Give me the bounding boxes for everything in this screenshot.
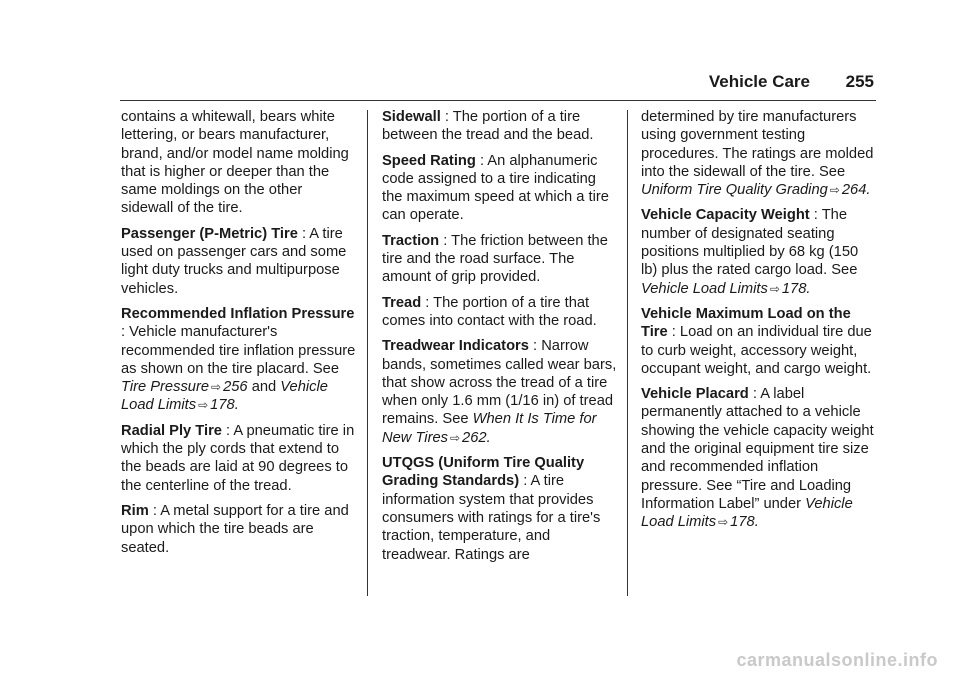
page-ref-arrow-icon: ⇨: [718, 515, 729, 530]
glossary-entry: Passenger (P-Metric) Tire : A tire used on passenger cars and some light duty trucks and multipurpose vehicles.: [121, 225, 347, 297]
page-ref-arrow-icon: ⇨: [829, 183, 840, 198]
cross-reference-link[interactable]: Uniform Tire Quality Grading ⇨ 264: [641, 182, 867, 199]
glossary-definition: A pneumatic tire in which the ply cords that extend to the beads are laid at 90 degrees to the centerline of the tread.: [121, 422, 355, 494]
glossary-term: Recommended Inflation Pressure: [121, 305, 355, 322]
cross-reference-link[interactable]: When It Is Time for New Tires ⇨ 262: [382, 411, 597, 446]
glossary-entry: Vehicle Maximum Load on the Tire : Load on an individual tire due to curb weight, accessory weight, occupant weight, and cargo weight.: [641, 305, 872, 377]
column-3: [641, 108, 877, 539]
page-ref-arrow-icon: ⇨: [198, 398, 209, 413]
glossary-term: UTQGS (Uniform Tire Quality Grading Standards): [382, 455, 585, 490]
column-2: [382, 108, 618, 571]
page-ref-arrow-icon: ⇨: [449, 430, 461, 445]
cross-reference-link[interactable]: Tire Pressure ⇨ 256: [121, 379, 248, 396]
page-number: 255: [845, 72, 874, 91]
glossary-entry: Radial Ply Tire : A pneumatic tire in which the ply cords that extend to the beads are laid at 90 degrees to the centerline of the tread.: [121, 422, 355, 494]
glossary-term: Traction: [382, 232, 440, 249]
glossary-entry: Vehicle Capacity Weight : The number of designated seating positions multiplied by 68 kg (150 lb) plus the rated cargo load. See Vehicle Load Limits ⇨ 178.: [641, 207, 859, 297]
section-title: Vehicle Care: [708, 72, 810, 91]
glossary-term: Vehicle Maximum Load on the Tire: [641, 305, 851, 341]
column-divider: [367, 110, 368, 596]
glossary-entry: Rim : A metal support for a tire and upon which the tire beads are seated.: [121, 502, 349, 556]
glossary-entry: Recommended Inflation Pressure : Vehicle manufacturer's recommended tire inflation pressure as shown on the tire placard. See Tire Pressure ⇨ 256 and Vehicle Load Limits ⇨ 178.: [121, 305, 356, 414]
page-ref-arrow-icon: ⇨: [769, 281, 780, 296]
column-divider: [627, 110, 628, 596]
watermark: carmanualsonline.info: [736, 650, 938, 670]
page-ref-arrow-icon: ⇨: [211, 380, 222, 395]
glossary-term: Sidewall: [382, 109, 441, 125]
glossary-term: Vehicle Capacity Weight: [641, 207, 810, 224]
glossary-term: Speed Rating: [382, 152, 476, 169]
glossary-entry: Vehicle Placard : A label permanently attached to a vehicle showing the vehicle capacity weight and the original equipment tire size and recommended inflation pressure. See “Tire and Loading Information Label” under Vehicle Load Limits ⇨ 178.: [641, 386, 874, 531]
glossary-definition: Narrow bands, sometimes called wear bars, that show across the tread of a tire when only 1.6 mm (1/16 in) of tread remains. See: [382, 338, 617, 428]
glossary-entry: UTQGS (Uniform Tire Quality Grading Standards) : A tire information system that provides consumers with ratings for a tire's traction, temperature, and treadwear. Ratings are: [382, 455, 601, 563]
glossary-definition: The number of designated seating positions multiplied by 68 kg (150 lb) plus the rated cargo load. See: [641, 207, 859, 279]
glossary-definition: Vehicle manufacturer's recommended tire inflation pressure as shown on the tire placard. See: [121, 324, 356, 377]
glossary-definition: The friction between the tire and the road surface. The amount of grip provided.: [382, 232, 608, 286]
glossary-term: Radial Ply Tire: [121, 422, 222, 439]
glossary-definition: A metal support for a tire and upon which the tire beads are seated.: [121, 502, 349, 556]
glossary-term: Vehicle Placard: [641, 386, 749, 403]
glossary-term: Passenger (P-Metric) Tire: [121, 225, 298, 242]
glossary-definition: An alphanumeric code assigned to a tire indicating the maximum speed at which a tire can operate.: [382, 152, 609, 224]
cross-reference-link[interactable]: Vehicle Load Limits ⇨ 178: [641, 280, 807, 297]
glossary-definition: A label permanently attached to a vehicle showing the vehicle capacity weight and the original equipment tire size and recommended inflation pressure. See “Tire and Loading Information Label” under: [641, 386, 874, 512]
column-1: [121, 108, 357, 564]
cross-reference-link[interactable]: Vehicle Load Limits ⇨ 178: [641, 495, 853, 531]
glossary-definition: The portion of a tire that comes into contact with the road.: [382, 294, 597, 329]
glossary-definition: The portion of a tire between the tread and the bead.: [382, 109, 594, 144]
continued-paragraph: determined by tire manufacturers using government testing procedures. The ratings are molded into the sidewall of the tire. See Uniform Tire Quality Grading ⇨ 264.: [641, 109, 874, 199]
glossary-term: Tread: [382, 294, 422, 311]
glossary-entry: Treadwear Indicators : Narrow bands, sometimes called wear bars, that show across the tread of a tire when only 1.6 mm (1/16 in) of tread remains. See When It Is Time for New Tires ⇨ 262.: [382, 338, 617, 446]
continued-paragraph: contains a whitewall, bears white lettering, or bears manufacturer, brand, and/or model name molding that is higher or deeper than the same moldings on the other sidewall of the tire.: [121, 109, 349, 217]
glossary-entry: Speed Rating : An alphanumeric code assigned to a tire indicating the maximum speed at which a tire can operate.: [382, 152, 609, 224]
glossary-term: Treadwear Indicators: [382, 338, 529, 355]
cross-reference-link[interactable]: Vehicle Load Limits ⇨ 178: [121, 379, 328, 414]
glossary-entry: Tread : The portion of a tire that comes into contact with the road.: [382, 294, 597, 329]
glossary-entry: Sidewall : The portion of a tire between the tread and the bead.: [382, 109, 594, 144]
glossary-entry: Traction : The friction between the tire and the road surface. The amount of grip provided.: [382, 232, 608, 286]
glossary-term: Rim: [121, 502, 149, 519]
glossary-definition: Load on an individual tire due to curb weight, accessory weight, occupant weight, and cargo weight.: [641, 324, 872, 377]
glossary-definition: A tire information system that provides consumers with ratings for a tire's traction, temperature, and treadwear. Ratings are: [382, 473, 601, 563]
page-header: [120, 68, 876, 101]
glossary-definition: A tire used on passenger cars and some light duty trucks and multipurpose vehicles.: [121, 225, 347, 297]
